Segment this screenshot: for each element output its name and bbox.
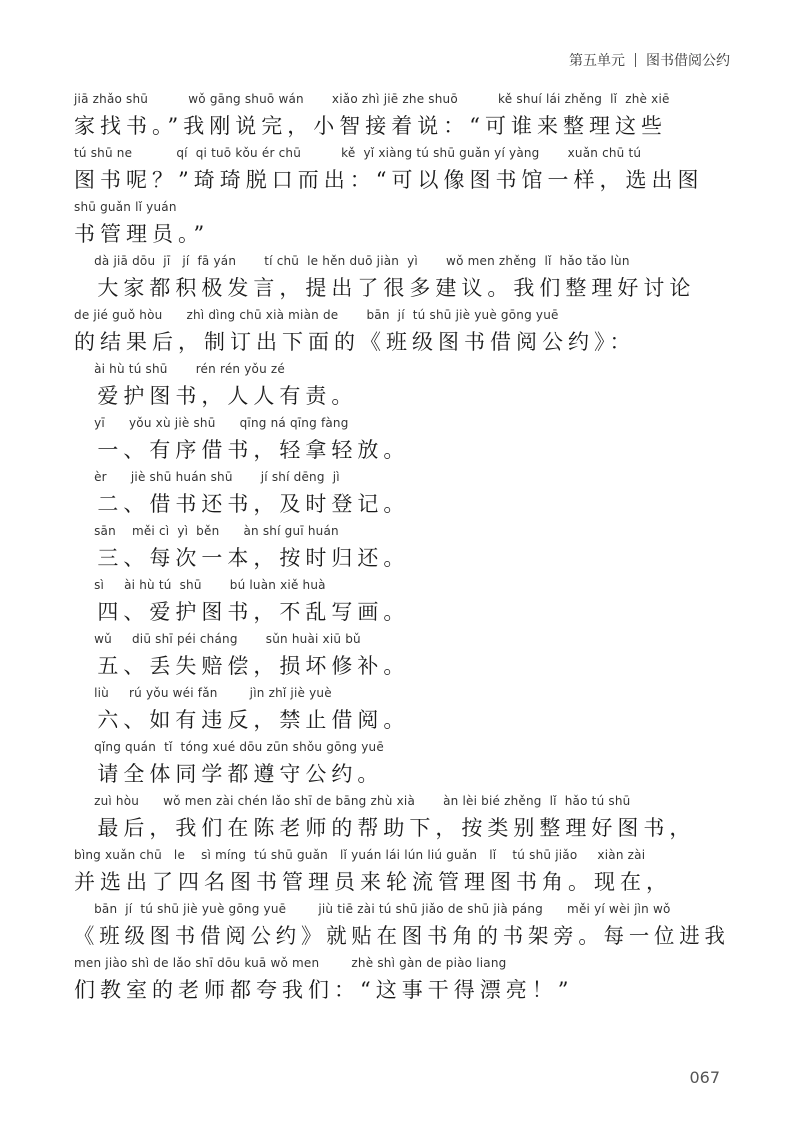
pinyin-line: èr jiè shū huán shū jí shí dēng jì bbox=[74, 470, 340, 484]
hanzi-line: 最后，我们在陈老师的帮助下，按类别整理好图书， bbox=[74, 816, 696, 840]
hanzi-line: 大家都积极发言，提出了很多建议。我们整理好讨论 bbox=[74, 276, 696, 300]
pinyin-line: zuì hòu wǒ men zài chén lǎo shī de bāng zhù xià àn lèi bié zhěng lǐ hǎo tú shū bbox=[74, 794, 631, 808]
pinyin-line: tú shū ne qí qi tuō kǒu ér chū kě yǐ xiàng tú shū guǎn yí yàng xuǎn chū tú bbox=[74, 146, 642, 160]
hanzi-line: 的结果后，制订出下面的《班级图书借阅公约》： bbox=[74, 330, 636, 354]
chapter-title: 图书借阅公约 bbox=[646, 53, 730, 69]
pinyin-line: bān jí tú shū jiè yuè gōng yuē jiù tiē zài tú shū jiǎo de shū jià páng měi yí wèi jìn wǒ bbox=[74, 902, 671, 916]
hanzi-line: 四、爱护图书，不乱写画。 bbox=[74, 600, 410, 624]
pinyin-line: yī yǒu xù jiè shū qīng ná qīng fàng bbox=[74, 416, 349, 430]
page-number: 067 bbox=[689, 1068, 720, 1087]
hanzi-line: 们教室的老师都夸我们：“这事干得漂亮！” bbox=[74, 978, 574, 1002]
hanzi-line: 书管理员。” bbox=[74, 222, 210, 246]
pinyin-line: bìng xuǎn chū le sì míng tú shū guǎn lǐ yuán lái lún liú guǎn lǐ tú shū jiǎo xiàn zài bbox=[74, 848, 646, 862]
hanzi-line: 请全体同学都遵守公约。 bbox=[74, 762, 384, 786]
hanzi-line: 图书呢？”琦琦脱口而出：“可以像图书馆一样，选出图 bbox=[74, 168, 704, 192]
pinyin-line: de jié guǒ hòu zhì dìng chū xià miàn de bān jí tú shū jiè yuè gōng yuē bbox=[74, 308, 559, 322]
pinyin-line: sān měi cì yì běn àn shí guī huán bbox=[74, 524, 339, 538]
header-divider bbox=[635, 53, 636, 67]
hanzi-line: 并选出了四名图书管理员来轮流管理图书角。现在， bbox=[74, 870, 672, 894]
pinyin-line: ài hù tú shū rén rén yǒu zé bbox=[74, 362, 285, 376]
pinyin-line: jiā zhǎo shū wǒ gāng shuō wán xiǎo zhì jiē zhe shuō kě shuí lái zhěng lǐ zhè xiē bbox=[74, 92, 670, 106]
hanzi-line: 五、丢失赔偿，损坏修补。 bbox=[74, 654, 410, 678]
pinyin-line: shū guǎn lǐ yuán bbox=[74, 200, 177, 214]
hanzi-line: 家找书。”我刚说完，小智接着说：“可谁来整理这些 bbox=[74, 114, 667, 138]
hanzi-line: 三、每次一本，按时归还。 bbox=[74, 546, 410, 570]
running-header bbox=[569, 50, 730, 70]
pinyin-line: sì ài hù tú shū bú luàn xiě huà bbox=[74, 578, 326, 592]
unit-label: 第五单元 bbox=[569, 53, 625, 69]
pinyin-line: men jiào shì de lǎo shī dōu kuā wǒ men zhè shì gàn de piào liang bbox=[74, 956, 507, 970]
hanzi-line: 六、如有违反，禁止借阅。 bbox=[74, 708, 410, 732]
hanzi-line: 《班级图书借阅公约》就贴在图书角的书架旁。每一位进我 bbox=[74, 924, 730, 948]
pinyin-line: dà jiā dōu jī jí fā yán tí chū le hěn duō jiàn yì wǒ men zhěng lǐ hǎo tǎo lùn bbox=[74, 254, 630, 268]
pinyin-line: qǐng quán tǐ tóng xué dōu zūn shǒu gōng yuē bbox=[74, 740, 384, 754]
pinyin-line: wǔ diū shī péi cháng sǔn huài xiū bǔ bbox=[74, 632, 361, 646]
hanzi-line: 一、有序借书，轻拿轻放。 bbox=[74, 438, 410, 462]
text-line bbox=[0, 956, 574, 1032]
hanzi-line: 二、借书还书，及时登记。 bbox=[74, 492, 410, 516]
hanzi-line: 爱护图书，人人有责。 bbox=[74, 384, 358, 408]
pinyin-line: liù rú yǒu wéi fǎn jìn zhǐ jiè yuè bbox=[74, 686, 332, 700]
